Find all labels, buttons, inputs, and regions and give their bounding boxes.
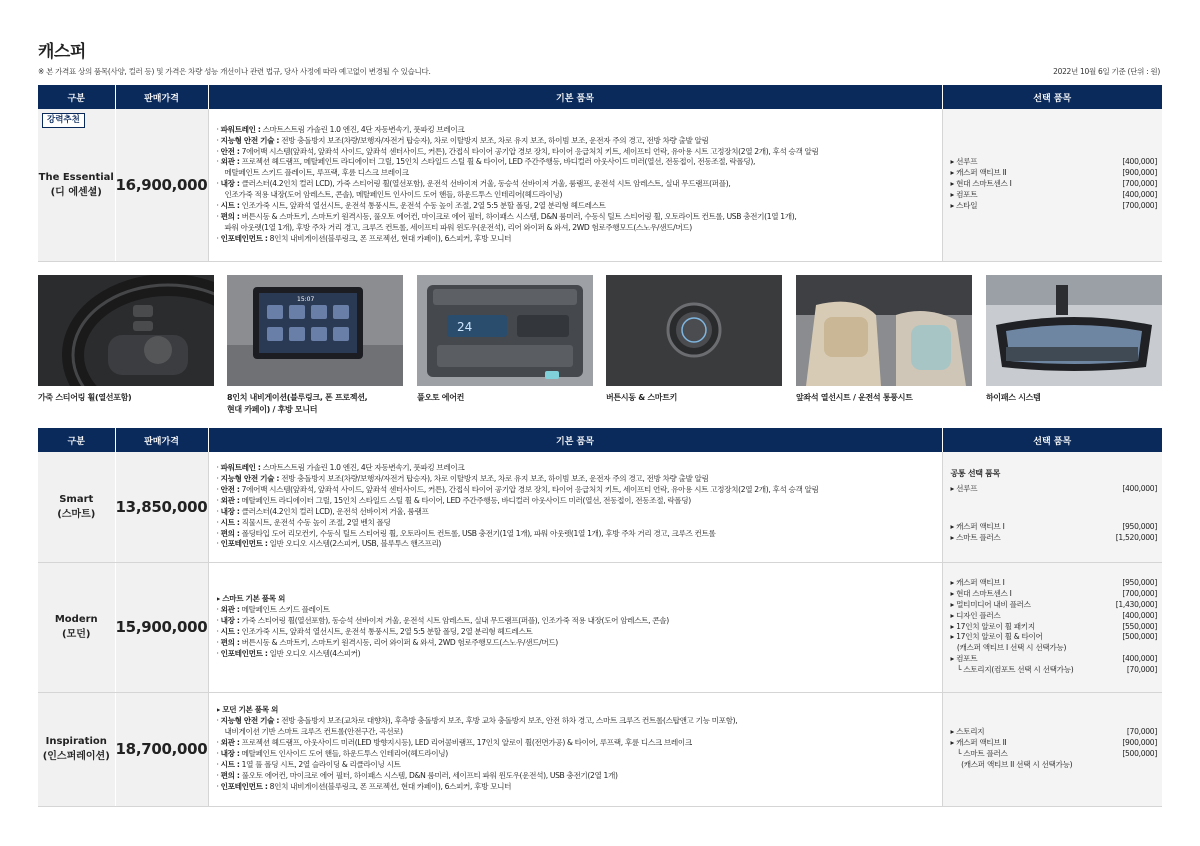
option-price: [400,000] (1122, 654, 1157, 664)
basic-item-label: 시트 : (220, 759, 240, 769)
basic-item-line: · 편의 : 폴딩타입 도어 리모컨키, 수동식 틸트 스티어링 휠, 오토라이트 컨트롤, USB 충전기(1열 1개), 파워 아웃렛(1열 1개), 후방 주차 거리 경고, 크루즈 컨트롤 (216, 528, 716, 538)
basic-item-line: · 시트 : 인조가죽 시트, 앞좌석 열선시트, 운전석 통풍시트, 2열 5:5 분할 폴딩, 2열 분리형 헤드레스트 (216, 627, 533, 636)
basic-item-line: · 안전 : 7에어백 시스템(앞좌석, 앞좌석 사이드, 앞좌석 센터사이드, 커튼), 간접식 타이어 공기압 경보 장치, 타이어 응급처치 키트, 세이프티 언락, 유아용 시트 고정장치(2열 2개), 후석 승객 알림 (216, 146, 819, 156)
basic-item-label: 내장 : (220, 616, 240, 626)
col-header-options: 선택 품목 (942, 428, 1162, 452)
navigation-screen-icon (227, 275, 403, 386)
basic-item-line: · 외관 : 메탈페인트 스키드 플레이트 (216, 605, 330, 615)
option-item (951, 727, 1158, 738)
basic-item-label: 외관 : (220, 157, 240, 167)
option-name: └ 스마트 플러스 (950, 749, 1008, 758)
option-item (951, 190, 1158, 201)
basic-item-text: 전방 충돌방지 보조(차량/보행자/자전거 탑승자), 차로 이탈방지 보조, 차로 유지 보조, 하이빔 보조, 운전자 주의 경고, 전방 차량 출발 알림 (281, 474, 709, 484)
rear-view-mirror-icon (986, 275, 1162, 386)
basic-items (208, 109, 942, 261)
option-name: └ 스토리지(컴포트 선택 시 선택가능) (950, 665, 1074, 675)
basic-item-line: · 인포테인먼트 : 8인치 내비게이션(블루링크, 폰 프로젝션, 현대 카페이), 6스피커, 후방 모니터 (216, 233, 512, 243)
col-header-trim: 구분 (38, 428, 115, 452)
trim-name: The Essential (38, 171, 114, 183)
basic-item-line: · 안전 : 7에어백 시스템(앞좌석, 앞좌석 사이드, 앞좌석 센터사이드, 커튼), 간접식 타이어 공기압 경보 장치, 타이어 응급처치 키트, 세이프티 언락, 유아용 시트 고정장치(2열 2개), 후석 승객 알림 (216, 484, 819, 494)
option-name: ▸ 스토리지 (950, 727, 985, 737)
basic-item-text: 메탈페인트 라디에이터 그릴, 15인치 스타일드 스틸 휠 & 타이어, LED 주간주행등, 바디컬러 아웃사이드 미러(열선, 전동접이, 전동조절, 락폴딩) (241, 495, 691, 505)
option-price: [900,000] (1122, 168, 1157, 178)
basic-item-line: · 인포테인먼트 : 8인치 내비게이션(블루링크, 폰 프로젝션, 현대 카페이), 6스피커, 후방 모니터 (216, 781, 512, 791)
basic-item-text: 일반 오디오 시스템(2스피커, USB, 블루투스 핸즈프리) (269, 539, 442, 549)
basic-item-text: 버튼시동 & 스마트키, 스마트키 원격시동, 풀오토 에어컨, 마이크로 에어 필터, 하이패스 시스템, D&N 룸미러, 수동식 틸트 스티어링 휠, 오토라이트 컨트롤, USB 충전기(1열 1개), (241, 212, 797, 222)
basic-items (208, 692, 942, 806)
basic-item-line: · 지능형 안전 기술 : 전방 충돌방지 보조(교차로 대향차), 후측방 충돌방지 보조, 후방 교차 충돌방지 보조, 안전 하차 경고, 스마트 크루즈 컨트롤(스탑앤고 기능 미포함), (216, 716, 738, 726)
option-price: [700,000] (1122, 588, 1157, 598)
basic-item-line: · 시트 : 직물시트, 운전석 수동 높이 조절, 2열 벤치 폴딩 (216, 517, 391, 527)
photo-seat (796, 275, 972, 404)
option-price: [70,000] (1126, 665, 1157, 675)
option-item (951, 201, 1158, 212)
option-price: [500,000] (1122, 632, 1157, 642)
seat-icon (796, 275, 972, 386)
basic-item-label: 편의 : (220, 528, 240, 538)
option-item (951, 157, 1158, 168)
option-item (951, 749, 1158, 760)
option-name: ▸ 현대 스마트센스 I (950, 179, 1012, 189)
trim-name: Inspiration (45, 736, 107, 747)
col-header-options: 선택 품목 (942, 85, 1162, 109)
basic-item-text: 일반 오디오 시스템(4스피커) (269, 648, 361, 658)
option-name: ▸ 캐스퍼 액티브 I (950, 522, 1005, 532)
option-price: [400,000] (1122, 484, 1157, 494)
option-item (951, 533, 1158, 544)
basic-item-text: 폴딩타입 도어 리모컨키, 수동식 틸트 스티어링 휠, 오토라이트 컨트롤, USB 충전기(1열 1개), 파워 아웃렛(1열 1개), 후방 주차 거리 경고, 크루즈 컨트롤 (241, 528, 716, 538)
photo-caption: 풀오토 에어컨 (417, 393, 465, 402)
basic-item-text: 가죽 스티어링 휠(열선포함), 동승석 선바이저 거울, 운전석 시트 암레스트, 실내 무드램프(퍼플), 인조가죽 적용 내장(도어 암레스트, 콘솔) (241, 616, 669, 626)
basic-item-text: 전방 충돌방지 보조(차량/보행자/자전거 탑승자), 차로 이탈방지 보조, 차로 유지 보조, 하이빔 보조, 운전자 주의 경고, 전방 차량 출발 알림 (281, 135, 709, 145)
col-header-basic: 기본 품목 (208, 428, 942, 452)
basic-item-label: 인포테인먼트 : (220, 648, 268, 658)
basic-item-line: · 편의 : 버튼시동 & 스마트키, 스마트키 원격시동, 리어 와이퍼 & 와셔, 2WD 험로주행모드(스노우/샌드/머드) (216, 637, 558, 647)
photo-caption: 버튼시동 & 스마트키 (606, 393, 678, 402)
basic-item-line (217, 190, 934, 201)
option-item (951, 522, 1158, 533)
option-name: ▸ 선루프 (950, 484, 978, 494)
sub-head: ▸ 스마트 기본 품목 외 (216, 594, 286, 604)
start-button-icon (606, 275, 782, 386)
basic-item-text: 인조가죽 적용 내장(도어 암레스트, 콘솔), 메탈페인트 인사이드 도어 핸들, 하운드투스 인테리어(헤드라이닝) (224, 190, 563, 200)
basic-item-label: 시트 : (220, 627, 240, 636)
option-price: [1,430,000] (1115, 599, 1157, 609)
option-name: ▸ 선루프 (950, 157, 978, 167)
basic-item-label: 지능형 안전 기술 : (220, 716, 280, 726)
basic-item-line (217, 727, 934, 738)
option-name: ▸ 현대 스마트센스 I (950, 588, 1012, 598)
trim-sub: (스마트) (57, 508, 96, 520)
basic-item-text: 메탈페인트 인사이드 도어 핸들, 하운드투스 인테리어(헤드라이닝) (241, 749, 448, 758)
option-item (951, 611, 1158, 622)
basic-item-text: 내비게이션 기반 스마트 크루즈 컨트롤(안전구간, 곡선로) (224, 727, 403, 737)
basic-item-text: 8인치 내비게이션(블루링크, 폰 프로젝션, 현대 카페이), 6스피커, 후방 모니터 (269, 233, 512, 243)
price-table-essential (38, 85, 1162, 262)
trim-price: 16,900,000 (115, 109, 208, 261)
basic-item-text: 프로젝션 헤드램프, 메탈페인트 라디에이터 그릴, 15인치 스타일드 스틸 휠 & 타이어, LED 주간주행등, 바디컬러 아웃사이드 미러(열선, 전동접이, 전동조절, 락폴딩), (241, 157, 756, 167)
option-name: ▸ 17인치 알로이 휠 패키지 (950, 621, 1035, 631)
basic-item-label: 파워트레인 : (220, 124, 261, 134)
trim-price: 13,850,000 (115, 452, 208, 562)
price-date: 2022년 10월 6일 기준 (단위 : 원) (1053, 67, 1160, 76)
steering-wheel-icon (38, 275, 214, 386)
basic-item-text: 7에어백 시스템(앞좌석, 앞좌석 사이드, 앞좌석 센터사이드, 커튼), 간접식 타이어 공기압 경보 장치, 타이어 응급처치 키트, 세이프티 언락, 유아용 시트 고정장치(2열 2개), 후석 승객 알림 (241, 484, 819, 494)
basic-item-text: 1열 풀 폴딩 시트, 2열 슬라이딩 & 리클라이닝 시트 (241, 759, 401, 769)
option-name: ▸ 컴포트 (950, 190, 978, 200)
option-name: ▸ 17인치 알로이 휠 & 타이어 (950, 632, 1043, 642)
basic-item-label: 인포테인먼트 : (220, 233, 268, 243)
basic-item-text: 파워 아웃렛(1열 1개), 후방 주차 거리 경고, 크루즈 컨트롤, 세이프티 파워 윈도우(운전석), 리어 와이퍼 & 와셔, 2WD 험로주행모드(스노우/샌드/머드) (224, 222, 692, 232)
basic-item-label: 인포테인먼트 : (220, 781, 268, 791)
basic-item-line: · 편의 : 버튼시동 & 스마트키, 스마트키 원격시동, 풀오토 에어컨, 마이크로 에어 필터, 하이패스 시스템, D&N 룸미러, 수동식 틸트 스티어링 휠, 오토라이트 컨트롤, USB 충전기(1열 1개), (216, 212, 797, 222)
option-price: [400,000] (1122, 157, 1157, 167)
option-item (951, 600, 1158, 611)
option-price: [700,000] (1122, 201, 1157, 211)
option-item (951, 484, 1158, 495)
trim-cell (38, 692, 115, 806)
price-table-trims (38, 428, 1162, 807)
basic-items (208, 452, 942, 562)
basic-item-text: 인조가죽 시트, 앞좌석 열선시트, 운전석 통풍시트, 2열 5:5 분할 폴딩, 2열 분리형 헤드레스트 (241, 627, 533, 636)
option-item (951, 578, 1158, 589)
photo-caption: 가죽 스티어링 휠(열선포함) (38, 393, 132, 402)
basic-item-line: · 내장 : 클러스터(4.2인치 컬러 LCD), 운전석 선바이저 거울, 룸램프 (216, 506, 429, 516)
page-title: 캐스퍼 (38, 42, 86, 62)
option-item (951, 654, 1158, 665)
option-items (942, 692, 1162, 806)
option-items (942, 452, 1162, 562)
option-item (951, 665, 1158, 676)
basic-item-line: · 인포테인먼트 : 일반 오디오 시스템(2스피커, USB, 블루투스 핸즈프리) (216, 539, 442, 549)
basic-item-text: 스마트스트림 가솔린 1.0 엔진, 4단 자동변속기, 풋파킹 브레이크 (262, 124, 465, 134)
basic-item-label: 안전 : (220, 146, 240, 156)
basic-item-text: 스마트스트림 가솔린 1.0 엔진, 4단 자동변속기, 풋파킹 브레이크 (262, 463, 465, 473)
basic-item-line: · 외관 : 프로젝션 헤드램프, 아웃사이드 미러(LED 방향지시등), LED 리어콤비램프, 17인치 알로이 휠(전면가공) & 타이어, 루프랙, 후륜 디스크 브레이크 (216, 738, 692, 748)
option-price: [70,000] (1126, 727, 1157, 737)
basic-item-text: 메탈페인트 스키드 플레이트, 루프랙, 후륜 디스크 브레이크 (224, 168, 409, 178)
option-item (951, 179, 1158, 190)
option-items (942, 562, 1162, 692)
option-name: ▸ 스타일 (950, 201, 978, 211)
col-header-basic: 기본 품목 (208, 85, 942, 109)
basic-item-label: 시트 : (220, 517, 240, 527)
option-price: [900,000] (1122, 738, 1157, 748)
basic-items (208, 562, 942, 692)
basic-item-label: 내장 : (220, 749, 240, 758)
trim-price: 15,900,000 (115, 562, 208, 692)
option-name: ▸ 캐스퍼 액티브 I (950, 577, 1005, 587)
option-name: ▸ 컴포트 (950, 654, 978, 664)
basic-item-line: · 외관 : 메탈페인트 라디에이터 그릴, 15인치 스타일드 스틸 휠 & 타이어, LED 주간주행등, 바디컬러 아웃사이드 미러(열선, 전동접이, 전동조절, 락폴딩) (216, 495, 691, 505)
trim-cell (38, 109, 115, 261)
photo-climate (417, 275, 593, 404)
basic-item-line: · 내장 : 클러스터(4.2인치 컬러 LCD), 가죽 스티어링 휠(열선포함), 운전석 선바이저 거울, 동승석 선바이저 거울, 룸램프, 운전석 시트 암레스트, 실내 무드램프(퍼플), (216, 179, 731, 189)
basic-item-text: 클러스터(4.2인치 컬러 LCD), 운전석 선바이저 거울, 룸램프 (241, 506, 429, 516)
basic-item-line: · 외관 : 프로젝션 헤드램프, 메탈페인트 라디에이터 그릴, 15인치 스타일드 스틸 휠 & 타이어, LED 주간주행등, 바디컬러 아웃사이드 미러(열선, 전동접이, 전동조절, 락폴딩), (216, 157, 756, 167)
trim-name: Smart (59, 493, 94, 505)
option-head: 공통 선택 품목 (950, 469, 1001, 479)
basic-item-line: · 시트 : 1열 풀 폴딩 시트, 2열 슬라이딩 & 리클라이닝 시트 (216, 759, 401, 769)
option-price: [500,000] (1122, 749, 1157, 758)
basic-item-text: 풀오토 에어컨, 마이크로 에어 필터, 하이패스 시스템, D&N 룸미러, 세이프티 파워 윈도우(운전석), USB 충전기(2열 1개) (241, 770, 618, 780)
basic-item-line: · 시트 : 인조가죽 시트, 앞좌석 열선시트, 운전석 통풍시트, 운전석 수동 높이 조절, 2열 5:5 분할 폴딩, 2열 분리형 헤드레스트 (216, 201, 606, 211)
option-name: ▸ 스마트 플러스 (950, 533, 1001, 543)
trim-sub: (모던) (62, 629, 91, 640)
basic-item-label: 시트 : (220, 201, 240, 211)
option-name: (캐스퍼 액티브 II 선택 시 선택가능) (950, 759, 1073, 769)
option-price: [950,000] (1122, 522, 1157, 532)
photo-start-button (606, 275, 782, 404)
basic-item-label: 인포테인먼트 : (220, 539, 268, 549)
basic-item-line: · 지능형 안전 기술 : 전방 충돌방지 보조(차량/보행자/자전거 탑승자), 차로 이탈방지 보조, 차로 유지 보조, 하이빔 보조, 운전자 주의 경고, 전방 차량 출발 알림 (216, 135, 709, 145)
trim-sub: (인스퍼레이션) (42, 751, 110, 762)
trim-cell (38, 562, 115, 692)
option-price: [950,000] (1122, 577, 1157, 587)
basic-item-line: · 파워트레인 : 스마트스트림 가솔린 1.0 엔진, 4단 자동변속기, 풋파킹 브레이크 (216, 124, 465, 134)
basic-item-line (217, 223, 934, 234)
feature-photos (38, 275, 1162, 425)
option-item (951, 643, 1158, 654)
photo-caption: 앞좌석 열선시트 / 운전석 통풍시트 (796, 393, 913, 402)
col-header-price: 판매가격 (115, 428, 208, 452)
option-price: [700,000] (1122, 179, 1157, 189)
option-item (951, 760, 1158, 771)
basic-item-label: 지능형 안전 기술 : (220, 474, 280, 484)
basic-item-line (217, 168, 934, 179)
option-items (942, 109, 1162, 261)
basic-item-line: · 내장 : 메탈페인트 인사이드 도어 핸들, 하운드투스 인테리어(헤드라이닝) (216, 749, 448, 758)
option-name: ▸ 멀티미디어 내비 플러스 (950, 599, 1031, 609)
basic-item-line: · 편의 : 풀오토 에어컨, 마이크로 에어 필터, 하이패스 시스템, D&N 룸미러, 세이프티 파워 윈도우(운전석), USB 충전기(2열 1개) (216, 770, 618, 780)
option-price: [1,520,000] (1115, 533, 1157, 543)
option-price: [400,000] (1122, 610, 1157, 620)
basic-item-label: 편의 : (220, 770, 240, 780)
basic-item-label: 외관 : (220, 605, 240, 615)
basic-item-text: 직물시트, 운전석 수동 높이 조절, 2열 벤치 폴딩 (241, 517, 391, 527)
trim-price: 18,700,000 (115, 692, 208, 806)
nav-time: 15:07 (297, 296, 315, 303)
basic-item-line: · 지능형 안전 기술 : 전방 충돌방지 보조(차량/보행자/자전거 탑승자), 차로 이탈방지 보조, 차로 유지 보조, 하이빔 보조, 운전자 주의 경고, 전방 차량 출발 알림 (216, 474, 709, 484)
basic-item-text: 8인치 내비게이션(블루링크, 폰 프로젝션, 현대 카페이), 6스피커, 후방 모니터 (269, 781, 512, 791)
climate-control-icon (417, 275, 593, 386)
col-header-trim: 구분 (38, 85, 115, 109)
basic-item-label: 내장 : (220, 506, 240, 516)
sub-head: ▸ 모던 기본 품목 외 (216, 705, 279, 715)
basic-item-line: · 파워트레인 : 스마트스트림 가솔린 1.0 엔진, 4단 자동변속기, 풋파킹 브레이크 (216, 463, 465, 473)
photo-mirror (986, 275, 1162, 404)
option-name: ▸ 캐스퍼 액티브 II (950, 168, 1007, 178)
photo-caption: 하이패스 시스템 (986, 393, 1041, 402)
trim-name: Modern (54, 614, 98, 625)
basic-item-text: 메탈페인트 스키드 플레이트 (241, 605, 330, 615)
option-name: ▸ 캐스퍼 액티브 II (950, 738, 1007, 748)
option-name: ▸ 디자인 플러스 (950, 610, 1001, 620)
basic-item-label: 안전 : (220, 484, 240, 494)
trim-cell (38, 452, 115, 562)
basic-item-text: 버튼시동 & 스마트키, 스마트키 원격시동, 리어 와이퍼 & 와셔, 2WD 험로주행모드(스노우/샌드/머드) (241, 637, 558, 647)
table-row (38, 452, 1162, 562)
basic-item-text: 클러스터(4.2인치 컬러 LCD), 가죽 스티어링 휠(열선포함), 운전석 선바이저 거울, 동승석 선바이저 거울, 룸램프, 운전석 시트 암레스트, 실내 무드램프(퍼플), (241, 179, 731, 189)
basic-item-line: · 인포테인먼트 : 일반 오디오 시스템(4스피커) (216, 648, 361, 658)
option-price: [400,000] (1122, 190, 1157, 200)
basic-item-label: 편의 : (220, 212, 240, 222)
basic-item-label: 편의 : (220, 637, 240, 647)
table-row (38, 692, 1162, 806)
basic-item-label: 파워트레인 : (220, 463, 261, 473)
basic-item-label: 외관 : (220, 495, 240, 505)
recommend-badge: 강력추천 (42, 113, 85, 128)
basic-item-label: 내장 : (220, 179, 240, 189)
trim-sub: (디 에센셜) (50, 186, 102, 198)
col-header-price: 판매가격 (115, 85, 208, 109)
basic-item-text: 인조가죽 시트, 앞좌석 열선시트, 운전석 통풍시트, 운전석 수동 높이 조절, 2열 5:5 분할 폴딩, 2열 분리형 헤드레스트 (241, 201, 606, 211)
climate-temp: 24 (457, 320, 473, 334)
option-name: (캐스퍼 액티브 I 선택 시 선택가능) (950, 643, 1067, 653)
option-item (951, 168, 1158, 179)
price-notice: ※ 본 가격표 상의 품목(사양, 컬러 등) 및 가격은 차량 성능 개선이나 관련 법규, 당사 사정에 따라 예고없이 변경될 수 있습니다. (38, 67, 431, 76)
photo-caption: 8인치 내비게이션(블루링크, 폰 프로젝션, 현대 카페이) / 후방 모니터 (227, 393, 368, 414)
option-item (951, 589, 1158, 600)
option-item (951, 738, 1158, 749)
basic-item-text: 프로젝션 헤드램프, 아웃사이드 미러(LED 방향지시등), LED 리어콤비램프, 17인치 알로이 휠(전면가공) & 타이어, 루프랙, 후륜 디스크 브레이크 (241, 738, 692, 748)
basic-item-line: · 내장 : 가죽 스티어링 휠(열선포함), 동승석 선바이저 거울, 운전석 시트 암레스트, 실내 무드램프(퍼플), 인조가죽 적용 내장(도어 암레스트, 콘솔) (216, 616, 669, 626)
option-price: [550,000] (1122, 621, 1157, 631)
basic-item-text: 7에어백 시스템(앞좌석, 앞좌석 사이드, 앞좌석 센터사이드, 커튼), 간접식 타이어 공기압 경보 장치, 타이어 응급처치 키트, 세이프티 언락, 유아용 시트 고정장치(2열 2개), 후석 승객 알림 (241, 146, 819, 156)
option-item (951, 622, 1158, 633)
option-item (951, 632, 1158, 643)
basic-item-label: 외관 : (220, 738, 240, 748)
photo-navigation (227, 275, 403, 416)
table-row (38, 562, 1162, 692)
basic-item-label: 지능형 안전 기술 : (220, 135, 280, 145)
photo-steering (38, 275, 214, 404)
basic-item-text: 전방 충돌방지 보조(교차로 대향차), 후측방 충돌방지 보조, 후방 교차 충돌방지 보조, 안전 하차 경고, 스마트 크루즈 컨트롤(스탑앤고 기능 미포함), (281, 716, 738, 726)
